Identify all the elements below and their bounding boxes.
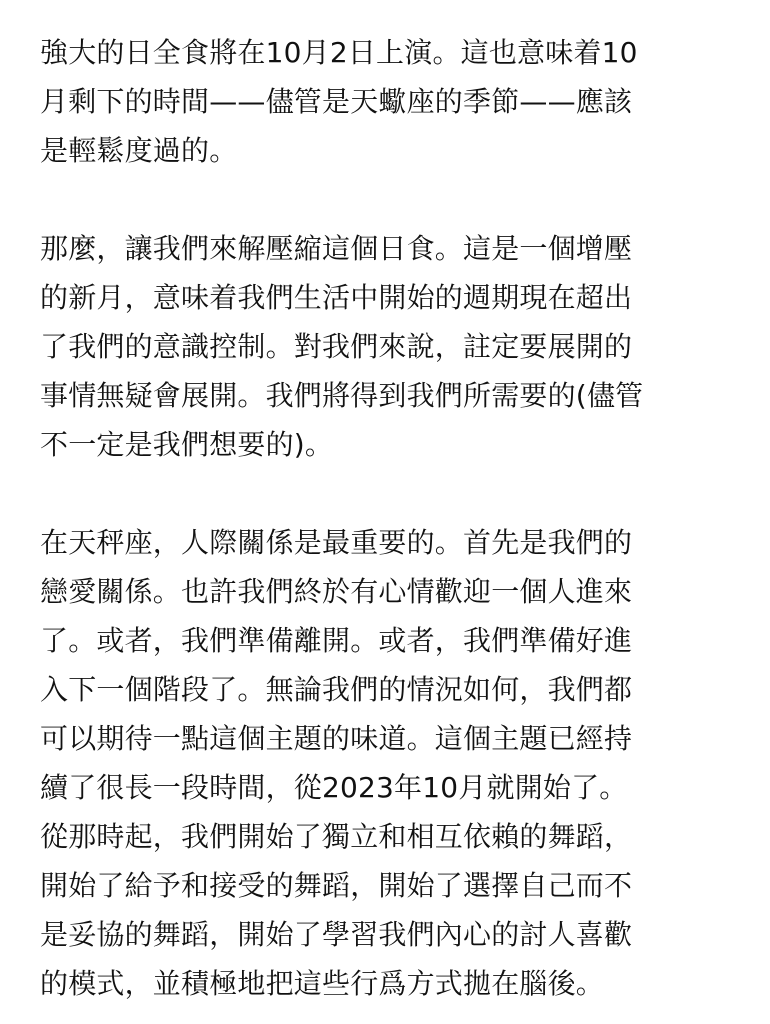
text-line: 在天秤座，人際關係是最重要的。首先是我們的 [40, 526, 633, 559]
text-line: 續了很長一段時間，從2023年10月就開始了。 [40, 771, 628, 804]
text-line: 月剩下的時間——儘管是天蠍座的季節——應該 [40, 85, 633, 118]
text-line: 了。或者，我們準備離開。或者，我們準備好進 [40, 624, 633, 657]
text-line: 不一定是我們想要的)。 [40, 428, 334, 461]
text-line: 是輕鬆度過的。 [40, 134, 238, 167]
article-body [40, 28, 730, 1008]
paragraph-spacer [40, 469, 730, 518]
paragraph-1 [40, 28, 730, 175]
paragraph-spacer [40, 175, 730, 224]
text-line: 開始了給予和接受的舞蹈，開始了選擇自己而不 [40, 869, 633, 902]
text-line: 那麼，讓我們來解壓縮這個日食。這是一個增壓 [40, 232, 633, 265]
text-line: 可以期待一點這個主題的味道。這個主題已經持 [40, 722, 633, 755]
text-line: 事情無疑會展開。我們將得到我們所需要的(儘管 [40, 379, 644, 412]
text-line: 入下一個階段了。無論我們的情況如何，我們都 [40, 673, 633, 706]
text-line: 強大的日全食將在10月2日上演。這也意味着10 [40, 36, 638, 69]
text-line: 從那時起，我們開始了獨立和相互依賴的舞蹈， [40, 820, 633, 853]
text-line: 戀愛關係。也許我們終於有心情歡迎一個人進來 [40, 575, 633, 608]
text-line: 的新月，意味着我們生活中開始的週期現在超出 [40, 281, 633, 314]
paragraph-2 [40, 224, 730, 469]
paragraph-3 [40, 518, 730, 1008]
text-line: 了我們的意識控制。對我們來說，註定要展開的 [40, 330, 633, 363]
text-line: 是妥協的舞蹈，開始了學習我們內心的討人喜歡 [40, 918, 633, 951]
text-line: 的模式，並積極地把這些行爲方式拋在腦後。 [40, 967, 605, 1000]
